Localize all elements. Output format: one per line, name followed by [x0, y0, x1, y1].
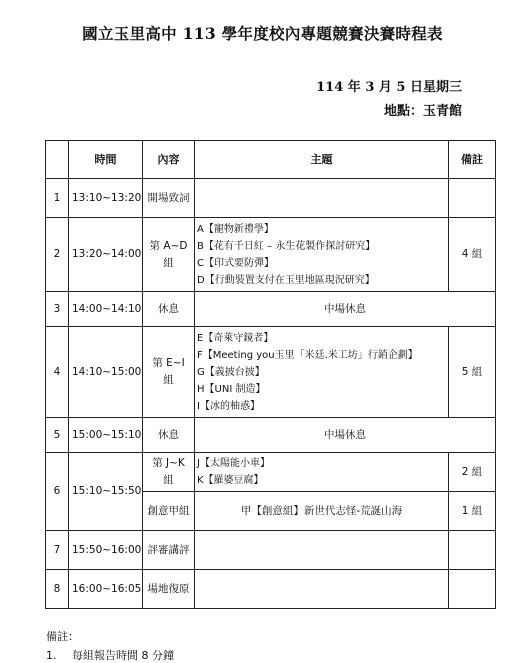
note-number: 1.: [46, 649, 57, 662]
row-topic-list: [195, 453, 449, 492]
table-row: [46, 292, 496, 327]
row-no: 1: [46, 179, 69, 218]
row-time: 15:00~15:10: [69, 418, 143, 453]
topic-item: H【UNI 制造】: [197, 383, 266, 395]
topic-item: D【行動裝置支付在玉里地區現況研究】: [197, 274, 375, 286]
row-content: 第 E~I 組: [143, 327, 195, 418]
row-remark: 1 組: [449, 492, 496, 531]
row-content: 評審講評: [143, 531, 195, 570]
row-content: 休息: [143, 292, 195, 327]
topic-item: A【寵物新禮學】: [197, 223, 274, 235]
row-content: 場地復原: [143, 570, 195, 609]
row-time: 15:10~15:50: [69, 453, 143, 531]
row-content: 第 J~K 組: [143, 453, 195, 492]
row-no: 3: [46, 292, 69, 327]
table-header-row: [46, 141, 496, 179]
table-row: [46, 418, 496, 453]
event-venue: 地點：玉青館: [383, 104, 462, 119]
schedule-table: [45, 140, 496, 609]
header-no: [46, 141, 69, 179]
row-remark: [449, 531, 496, 570]
row-no: 6: [46, 453, 69, 531]
note-text: 每組報告時間 8 分鐘: [72, 649, 174, 662]
note-item: [46, 647, 174, 663]
table-row: [46, 179, 496, 218]
row-topic: [195, 570, 449, 609]
row-time: 13:10~13:20: [69, 179, 143, 218]
notes-heading: 備註：: [46, 630, 79, 643]
row-content: 第 A~D 組: [143, 218, 195, 292]
row-time: 13:20~14:00: [69, 218, 143, 292]
row-content: 開場致詞: [143, 179, 195, 218]
topic-item: B【花有千日紅 – 永生花製作探討研究】: [197, 240, 376, 252]
row-time: 14:00~14:10: [69, 292, 143, 327]
row-time: 14:10~15:00: [69, 327, 143, 418]
topic-item: G【義披台披】: [197, 366, 265, 378]
event-date: 114 年 3 月 5 日星期三: [316, 80, 462, 95]
row-no: 2: [46, 218, 69, 292]
row-remark: 2 組: [449, 453, 496, 492]
row-topic: 甲【創意組】新世代志怪-荒誕山海: [195, 492, 449, 531]
header-time: 時間: [69, 141, 143, 179]
table-row: [46, 570, 496, 609]
row-no: 5: [46, 418, 69, 453]
row-time: 15:50~16:00: [69, 531, 143, 570]
table-row: [46, 218, 496, 292]
row-content: 休息: [143, 418, 195, 453]
row-topic-list: [195, 218, 449, 292]
topic-item: J【太陽能小車】: [197, 458, 270, 469]
row-topic: [195, 531, 449, 570]
row-topic: 中場休息: [195, 292, 496, 327]
topic-item: E【奇萊守鏡者】: [197, 332, 274, 344]
table-row: [46, 531, 496, 570]
row-remark: 4 組: [449, 218, 496, 292]
row-remark: 5 組: [449, 327, 496, 418]
row-no: 4: [46, 327, 69, 418]
topic-item: F【Meeting you玉里「米廷.米工坊」行銷企劃】: [197, 349, 418, 361]
row-remark: [449, 179, 496, 218]
row-content: 創意甲組: [143, 492, 195, 531]
header-topic: 主題: [195, 141, 449, 179]
row-no: 8: [46, 570, 69, 609]
page-title: 國立玉里高中 113 學年度校內專題競賽決賽時程表: [82, 24, 443, 43]
table-row: [46, 327, 496, 418]
row-remark: [449, 570, 496, 609]
row-topic-list: [195, 327, 449, 418]
topic-item: C【印式要防彈】: [197, 257, 274, 269]
topic-item: K【羅婆豆腐】: [197, 475, 264, 486]
row-topic: 中場休息: [195, 418, 496, 453]
header-content: 內容: [143, 141, 195, 179]
row-no: 7: [46, 531, 69, 570]
topic-item: I【冰的柚惑】: [197, 400, 260, 412]
row-time: 16:00~16:05: [69, 570, 143, 609]
row-topic: [195, 179, 449, 218]
header-remark: 備註: [449, 141, 496, 179]
table-row: [46, 453, 496, 492]
